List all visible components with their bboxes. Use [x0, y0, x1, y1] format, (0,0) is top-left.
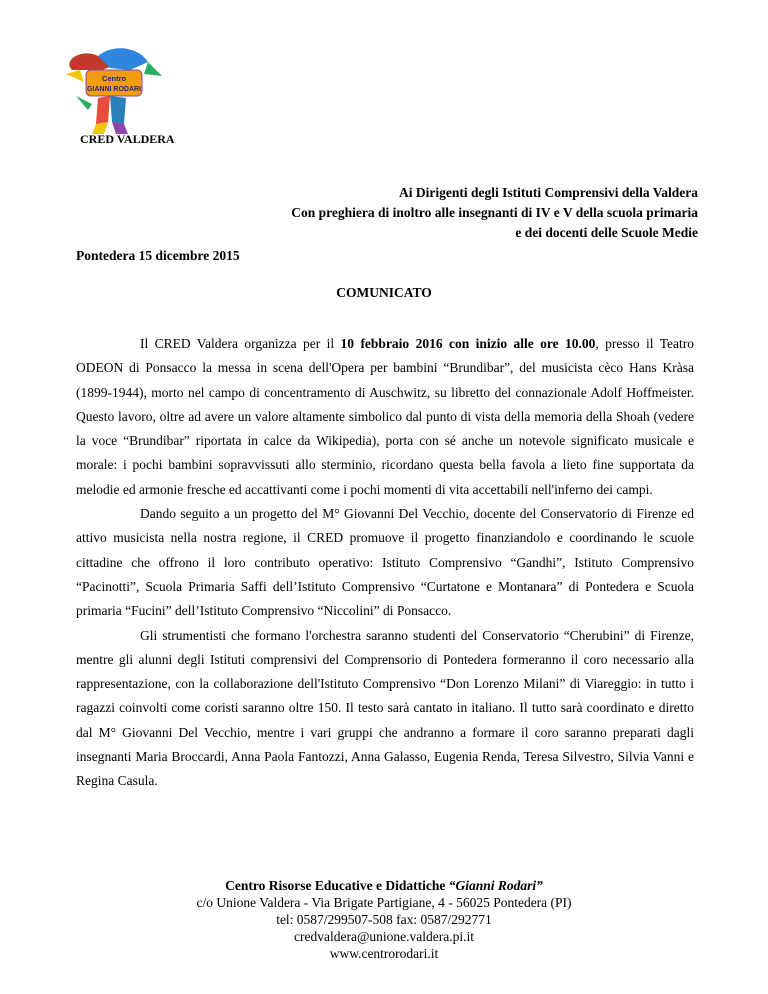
- footer-email-link[interactable]: credvaldera@unione.valdera.pi.it: [294, 929, 474, 944]
- paragraph-1: Il CRED Valdera organizza per il 10 febbraio 2016 con inizio alle ore 10.00, presso il Teatro ODEON di Ponsacco la messa in scena dell'Opera per bambini “Brundibar”, del musicista cèco Hans Kràsa (1899-1944), morto nel campo di concentramento di Auschwitz, su libretto del connazionale Adolf Hoffmeister. Questo lavoro, oltre ad avere un valore altamente simbolico dal punto di vista della memoria della Shoah (vedere la voce “Brundibar” riportata in calce da Wikipedia), porta con sé anche un notevole significato musicale e morale: i pochi bambini sopravvissuti allo sterminio, ricordano questa bella favola a lieto fine supportata da melodie ed armonie fresche ed accattivanti come i pochi momenti di vita accettabili nell'inferno dei campi.: [76, 336, 694, 497]
- svg-text:Centro: Centro: [101, 74, 127, 83]
- paragraph-3: Gli strumentisti che formano l'orchestra saranno studenti del Conservatorio “Cherubini” di Firenze, mentre gli alunni degli Istituti comprensivi del Comprensorio di Pontedera formeranno il coro necessario alla rappresentazione, con la collaborazione dell'Istituto Comprensivo “Don Lorenzo Milani” di Viareggio: in tutto i ragazzi coinvolti come coristi saranno oltre 150. Il testo sarà cantato in italiano. Il tutto sarà coordinato e diretto dal M° Giovanni Del Vecchio, mentre i vari gruppi che andranno a formare il coro saranno preparati dagli insegnanti Maria Broccardi, Anna Paola Fantozzi, Anna Galasso, Eugenia Renda, Teresa Silvestro, Silvia Vanni e Regina Casula.: [76, 627, 694, 789]
- footer-org-name: Centro Risorse Educative e Didattiche “Gianni Rodari”: [225, 878, 543, 893]
- paragraph-2: Dando seguito a un progetto del M° Giovanni Del Vecchio, docente del Conservatorio di Firenze ed attivo musicista nella nostra regione, il CRED promuove il progetto finanziandolo e coordinando le scuole cittadine che offrono il loro contributo operativo: Istituto Comprensivo “Gandhi”, Istituto Comprensivo “Pacinotti”, Scuola Primaria Saffi dell’Istituto Comprensivo “Curtatone e Montanara” di Pontedera e Scuola primaria “Fucini” dell’Istituto Comprensivo “Niccolini” di Ponsacco.: [76, 506, 694, 619]
- svg-text:GIANNI RODARI: GIANNI RODARI: [86, 86, 142, 93]
- document-body: [76, 332, 694, 794]
- footer-address: c/o Unione Valdera - Via Brigate Partigiane, 4 - 56025 Pontedera (PI): [196, 895, 572, 910]
- recipient-line: Con preghiera di inoltro alle insegnanti di IV e V della scuola primaria: [291, 205, 698, 220]
- org-label: CRED VALDERA: [80, 132, 175, 146]
- recipients-block: [291, 183, 698, 243]
- footer-phone: tel: 0587/299507-508 fax: 0587/292771: [276, 912, 492, 927]
- jester-logo-icon: [52, 40, 172, 136]
- document-date: Pontedera 15 dicembre 2015: [76, 248, 240, 263]
- recipient-line: e dei docenti delle Scuole Medie: [515, 225, 698, 240]
- recipient-line: Ai Dirigenti degli Istituti Comprensivi della Valdera: [398, 185, 698, 200]
- logo: [52, 40, 172, 136]
- footer: [0, 877, 768, 962]
- footer-website-link[interactable]: www.centrorodari.it: [329, 946, 439, 961]
- document-title: COMUNICATO: [336, 285, 432, 300]
